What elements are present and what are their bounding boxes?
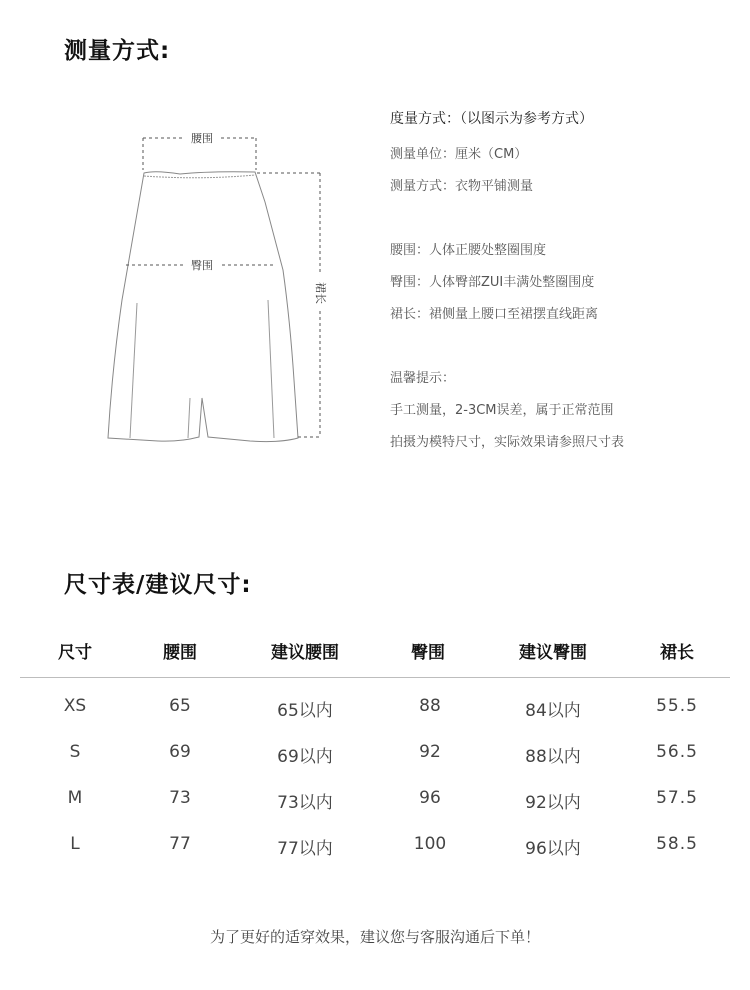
note-line: 臀围：人体臀部ZUI丰满处整圈围度 (390, 275, 595, 290)
header-cell: 建议臀围 (519, 643, 587, 663)
note-line: 温馨提示： (390, 371, 456, 386)
note-line: 腰围：人体正腰处整圈围度 (390, 243, 547, 258)
hip-label: 臀围 (191, 259, 213, 272)
length-label: 裙长 (314, 282, 327, 304)
waist-label: 腰围 (191, 132, 213, 145)
table-cell: 96 (419, 788, 441, 808)
back-vent (188, 398, 190, 438)
header-cell: 腰围 (163, 643, 197, 663)
table-row (20, 742, 730, 788)
header-cell: 臀围 (411, 643, 445, 663)
table-cell: S (69, 742, 81, 762)
table-cell: 88 (419, 696, 441, 716)
header-cell: 裙长 (660, 643, 694, 663)
table-cell: 88以内 (525, 747, 581, 767)
table-cell: 65以内 (277, 701, 333, 721)
table-row (20, 834, 730, 880)
note-line: 测量方式：衣物平铺测量 (390, 179, 534, 194)
table-row (20, 788, 730, 834)
table-cell: 77以内 (277, 839, 333, 859)
size-table-title: 尺寸表/建议尺寸: (64, 572, 252, 598)
table-cell: L (70, 834, 80, 854)
table-cell: 56.5 (656, 742, 698, 762)
footer-note: 为了更好的适穿效果，建议您与客服沟通后下单！ (209, 928, 540, 946)
table-cell: 84以内 (525, 701, 581, 721)
note-line: 拍摄为模特尺寸，实际效果请参照尺寸表 (390, 435, 625, 450)
table-cell: 96以内 (525, 839, 581, 859)
note-line: 手工测量，2-3CM误差，属于正常范围 (390, 403, 614, 418)
table-row (20, 696, 730, 742)
table-cell: 73以内 (277, 793, 333, 813)
note-line: 裙长：裙侧量上腰口至裙摆直线距离 (390, 307, 599, 322)
note-line: 测量单位：厘米（CM） (390, 147, 528, 162)
table-cell: 69 (169, 742, 191, 762)
table-cell: 100 (413, 834, 447, 854)
table-cell: 58.5 (656, 834, 698, 854)
table-cell: M (67, 788, 83, 808)
table-cell: 69以内 (277, 747, 333, 767)
measure-section-title: 测量方式: (64, 38, 171, 64)
table-cell: 57.5 (656, 788, 698, 808)
table-cell: 73 (169, 788, 191, 808)
note-line: 度量方式：（以图示为参考方式） (390, 111, 593, 127)
skirt-diagram (100, 120, 340, 460)
table-cell: 92 (419, 742, 441, 762)
left-slit (130, 303, 137, 438)
table-cell: 92以内 (525, 793, 581, 813)
right-slit (268, 300, 274, 438)
table-cell: 77 (169, 834, 191, 854)
table-cell: XS (63, 696, 87, 716)
header-cell: 建议腰围 (271, 643, 339, 663)
waistband (144, 175, 255, 178)
table-cell: 65 (169, 696, 191, 716)
header-cell: 尺寸 (58, 643, 92, 663)
table-divider (20, 677, 730, 678)
table-cell: 55.5 (656, 696, 698, 716)
